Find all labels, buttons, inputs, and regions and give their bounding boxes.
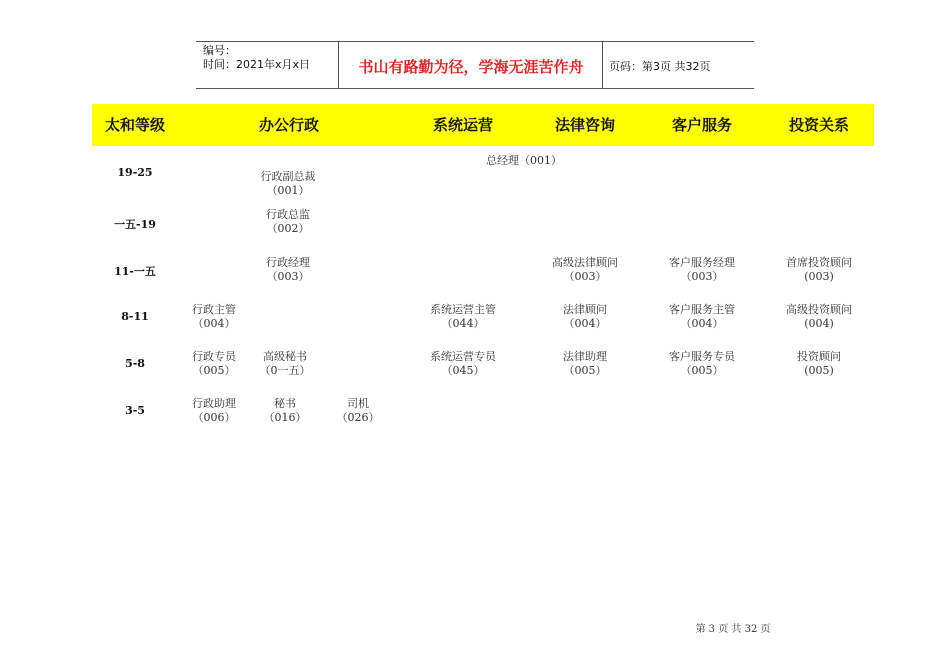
column-header-admin: 办公行政 [258, 116, 320, 134]
position-code: （003） [680, 270, 724, 283]
position-title: 首席投资顾问 [786, 256, 852, 269]
position-cs-supervisor [669, 303, 735, 331]
position-title: 法律助理 [563, 350, 607, 363]
position-title: 司机 [347, 397, 369, 410]
document-number-label: 编号： [203, 44, 236, 57]
position-code: （006） [192, 411, 236, 424]
position-admin-supervisor [192, 303, 236, 331]
position-title: 法律顾问 [563, 303, 607, 316]
position-title: 投资顾问 [797, 350, 841, 363]
position-code: （005） [680, 364, 724, 377]
position-cs-manager [669, 256, 735, 284]
position-legal-advisor [563, 303, 607, 331]
position-ops-supervisor [430, 303, 496, 331]
position-code: (004) [804, 317, 834, 330]
grade-level: 8-11 [121, 310, 149, 323]
position-title: 系统运营专员 [430, 350, 496, 363]
position-title: 行政经理 [266, 256, 310, 269]
position-code: （004） [192, 317, 236, 330]
position-code: （044） [441, 317, 485, 330]
grade-level: 5-8 [125, 357, 145, 370]
position-admin-vp [261, 170, 316, 198]
position-admin-assistant [192, 397, 236, 425]
position-title: 行政副总裁 [260, 170, 316, 183]
document-time-label: 时间：2021年x月x日 [203, 58, 311, 71]
column-header-legal: 法律咨询 [554, 116, 616, 134]
position-senior-secretary [260, 350, 311, 378]
column-header-customer: 客户服务 [671, 116, 733, 134]
position-cs-specialist [669, 350, 735, 378]
column-header-ops: 系统运营 [432, 116, 494, 134]
header-divider-right [602, 41, 603, 88]
position-title: 客户服务专员 [669, 350, 735, 363]
position-code: （003） [563, 270, 607, 283]
header-motto: 书山有路勤为径，学海无涯苦作舟 [358, 58, 584, 76]
position-senior-legal-advisor [552, 256, 618, 284]
position-code: （001） [266, 184, 310, 197]
position-legal-assistant [563, 350, 607, 378]
position-code: （003） [266, 270, 310, 283]
position-chief-investment-advisor [786, 256, 852, 284]
position-ops-specialist [430, 350, 496, 378]
position-title: 秘书 [274, 397, 296, 410]
position-title: 客户服务主管 [669, 303, 735, 316]
position-code: （004） [563, 317, 607, 330]
position-code: （026） [336, 411, 380, 424]
position-title: 行政总监 [266, 208, 310, 221]
position-code: （016） [263, 411, 307, 424]
position-driver [337, 397, 380, 425]
page-footer: 第 3 页 共 32 页 [695, 624, 771, 635]
header-bottom-rule [196, 88, 754, 89]
grade-level: 19-25 [117, 166, 153, 179]
position-title: 系统运营主管 [430, 303, 496, 316]
position-investment-advisor [797, 350, 841, 378]
grade-level: 11-一五 [114, 265, 156, 278]
position-secretary [264, 397, 307, 425]
position-code: （002） [266, 222, 310, 235]
grade-level: 一五-19 [114, 218, 156, 231]
position-title: 高级法律顾问 [552, 256, 618, 269]
position-title: 客户服务经理 [669, 256, 735, 269]
position-admin-director [266, 208, 310, 236]
column-header-investor: 投资关系 [788, 116, 850, 134]
position-code: (005) [804, 364, 834, 377]
grade-level: 3-5 [125, 404, 145, 417]
position-title: 行政助理 [192, 397, 236, 410]
position-senior-investment-advisor [786, 303, 852, 331]
position-code: （005） [563, 364, 607, 377]
position-code: (003) [804, 270, 834, 283]
position-title: 行政专员 [192, 350, 236, 363]
position-code: （005） [192, 364, 236, 377]
position-admin-manager [266, 256, 310, 284]
header-divider-left [338, 41, 339, 88]
position-title: 高级投资顾问 [786, 303, 852, 316]
position-title: 行政主管 [192, 303, 236, 316]
position-code: （0一五） [259, 364, 311, 377]
position-code: （004） [680, 317, 724, 330]
header-top-rule [196, 41, 754, 42]
position-title: 高级秘书 [263, 350, 307, 363]
header-page-label: 页码：第3页 共32页 [609, 60, 711, 73]
position-code: （045） [441, 364, 485, 377]
column-header-grade: 太和等级 [104, 116, 166, 134]
position-admin-specialist [192, 350, 236, 378]
general-manager: 总经理（001） [486, 154, 562, 167]
